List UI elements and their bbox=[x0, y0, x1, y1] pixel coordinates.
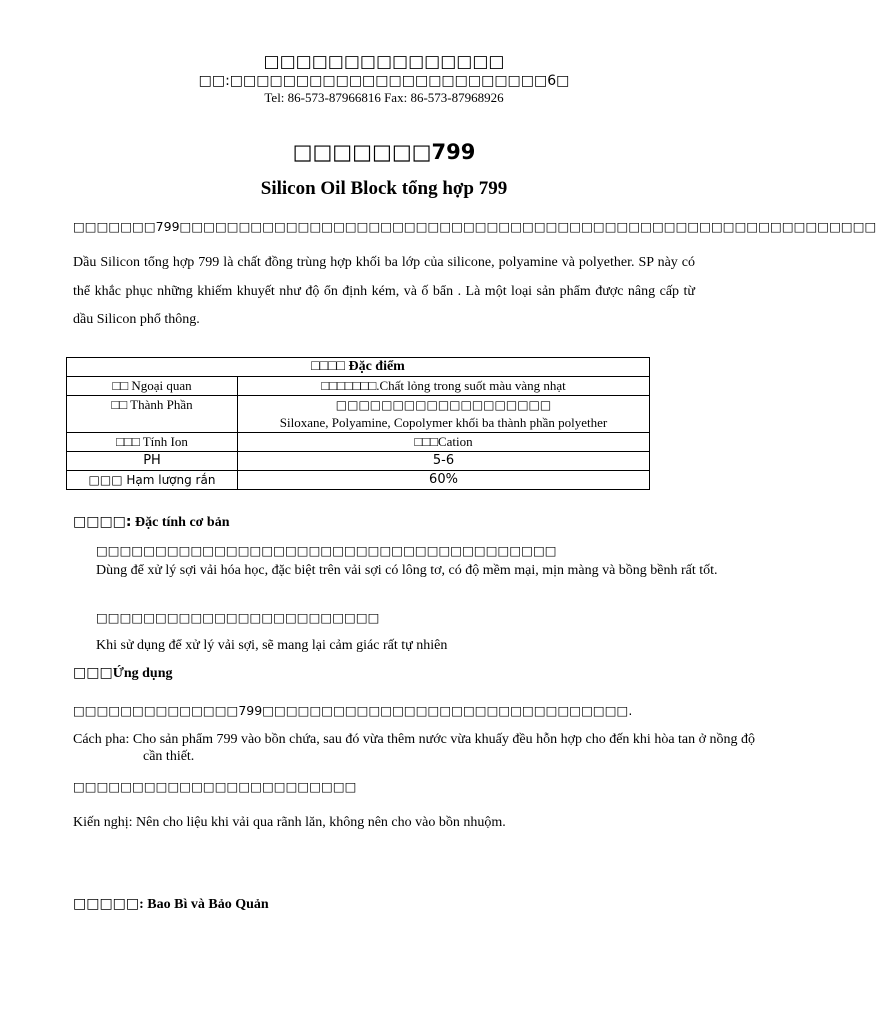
contact-phone-fax: Tel: 86-573-87966816 Fax: 86-573-87968926 bbox=[264, 90, 504, 105]
product-title-cn: □□□□□□□799 bbox=[292, 140, 476, 164]
spec-label: □□ Ngoại quan bbox=[67, 377, 238, 396]
spec-value: 60% bbox=[238, 471, 650, 490]
table-row bbox=[67, 377, 650, 396]
section-heading-cn: □□□□: bbox=[73, 514, 132, 530]
section-heading-vn: Đặc tính cơ bản bbox=[131, 515, 230, 530]
table-header: □□□□ Đặc điểm bbox=[67, 358, 650, 377]
company-address: □□:□□□□□□□□□□□□□□□□□□□□□□□□6□ bbox=[198, 73, 570, 89]
section-heading-basic bbox=[73, 514, 230, 531]
spec-value-composition bbox=[238, 396, 650, 433]
section-heading-cn: □□□ bbox=[73, 665, 113, 681]
usage-advice-vn: Kiến nghị: Nên cho liệu khi vải qua rãnh lăn, không nên cho vào bồn nhuộm. bbox=[73, 815, 506, 830]
spec-label: PH bbox=[67, 452, 238, 471]
usage-mix-cn: □□□□□□□□□□□□□□799□□□□□□□□□□□□□□□□□□□□□□□□□□□□□□□. bbox=[73, 703, 633, 718]
spec-value-secondary: Siloxane, Polyamine, Copolymer khối ba thành phần polyether bbox=[279, 415, 608, 430]
company-name: □□□□□□□□□□□□□□□ bbox=[263, 52, 505, 72]
spec-value: □□□□□□□□□□□□□□□□□□□ bbox=[335, 398, 552, 412]
spec-table bbox=[66, 357, 650, 490]
basic-item2-vn: Khi sử dụng để xử lý vải sợi, sẽ mang lại cảm giác rất tự nhiên bbox=[96, 638, 448, 653]
product-title-vn: Silicon Oil Block tổng hợp 799 bbox=[260, 178, 508, 199]
section-heading-usage bbox=[73, 665, 172, 682]
spec-label: □□□ Hạm lượng rắn bbox=[67, 471, 238, 490]
section-heading-packaging bbox=[73, 896, 269, 913]
spec-value: 5-6 bbox=[238, 452, 650, 471]
table-row bbox=[67, 471, 650, 490]
spec-value: □□□Cation bbox=[238, 433, 650, 452]
section-heading-cn: □□□□□ bbox=[73, 896, 140, 912]
intro-cn: □□□□□□□799□□□□□□□□□□□□□□□□□□□□□□□□□□□□□□□□□□□□□□□□□□□□□□□□□□□□□□□□□□□ bbox=[73, 219, 876, 234]
table-row bbox=[67, 396, 650, 433]
spec-label: □□□ Tính Ion bbox=[67, 433, 238, 452]
usage-mix-vn: Cách pha: Cho sản phẩm 799 vào bồn chứa, sau đó vừa thêm nước vừa khuấy đều hỗn hợp cho đến khi hòa tan ở nồng độ cần thiết. bbox=[73, 732, 756, 764]
basic-item1-vn: Dùng để xử lý sợi vải hóa học, đặc biệt trên vải sợi có lông tơ, có độ mềm mại, mịn màng và bồng bềnh rất tốt. bbox=[96, 563, 718, 578]
table-row bbox=[67, 433, 650, 452]
basic-item2-cn: □□□□□□□□□□□□□□□□□□□□□□□□ bbox=[96, 610, 380, 625]
basic-item1-cn: □□□□□□□□□□□□□□□□□□□□□□□□□□□□□□□□□□□□□□□ bbox=[96, 543, 557, 558]
section-heading-vn: Ứng dụng bbox=[112, 666, 173, 681]
usage-advice-cn: □□□□□□□□□□□□□□□□□□□□□□□□ bbox=[73, 779, 357, 794]
spec-value: □□□□□□□.Chất lỏng trong suốt màu vàng nhạt bbox=[238, 377, 650, 396]
table-header-row bbox=[67, 358, 650, 377]
spec-label: □□ Thành Phần bbox=[67, 396, 238, 433]
section-heading-vn: : Bao Bì và Bảo Quản bbox=[139, 897, 269, 912]
intro-vn: Dầu Silicon tổng hợp 799 là chất đồng trùng hợp khối ba lớp của silicone, polyamine và polyether. SP này có thể khắc phục những khiếm khuyết như độ ổn định kém, và ố bẩn . Là một loại sản phẩm được nâng cấp từ dầu Silicon phổ thông. bbox=[73, 255, 695, 327]
table-row bbox=[67, 452, 650, 471]
